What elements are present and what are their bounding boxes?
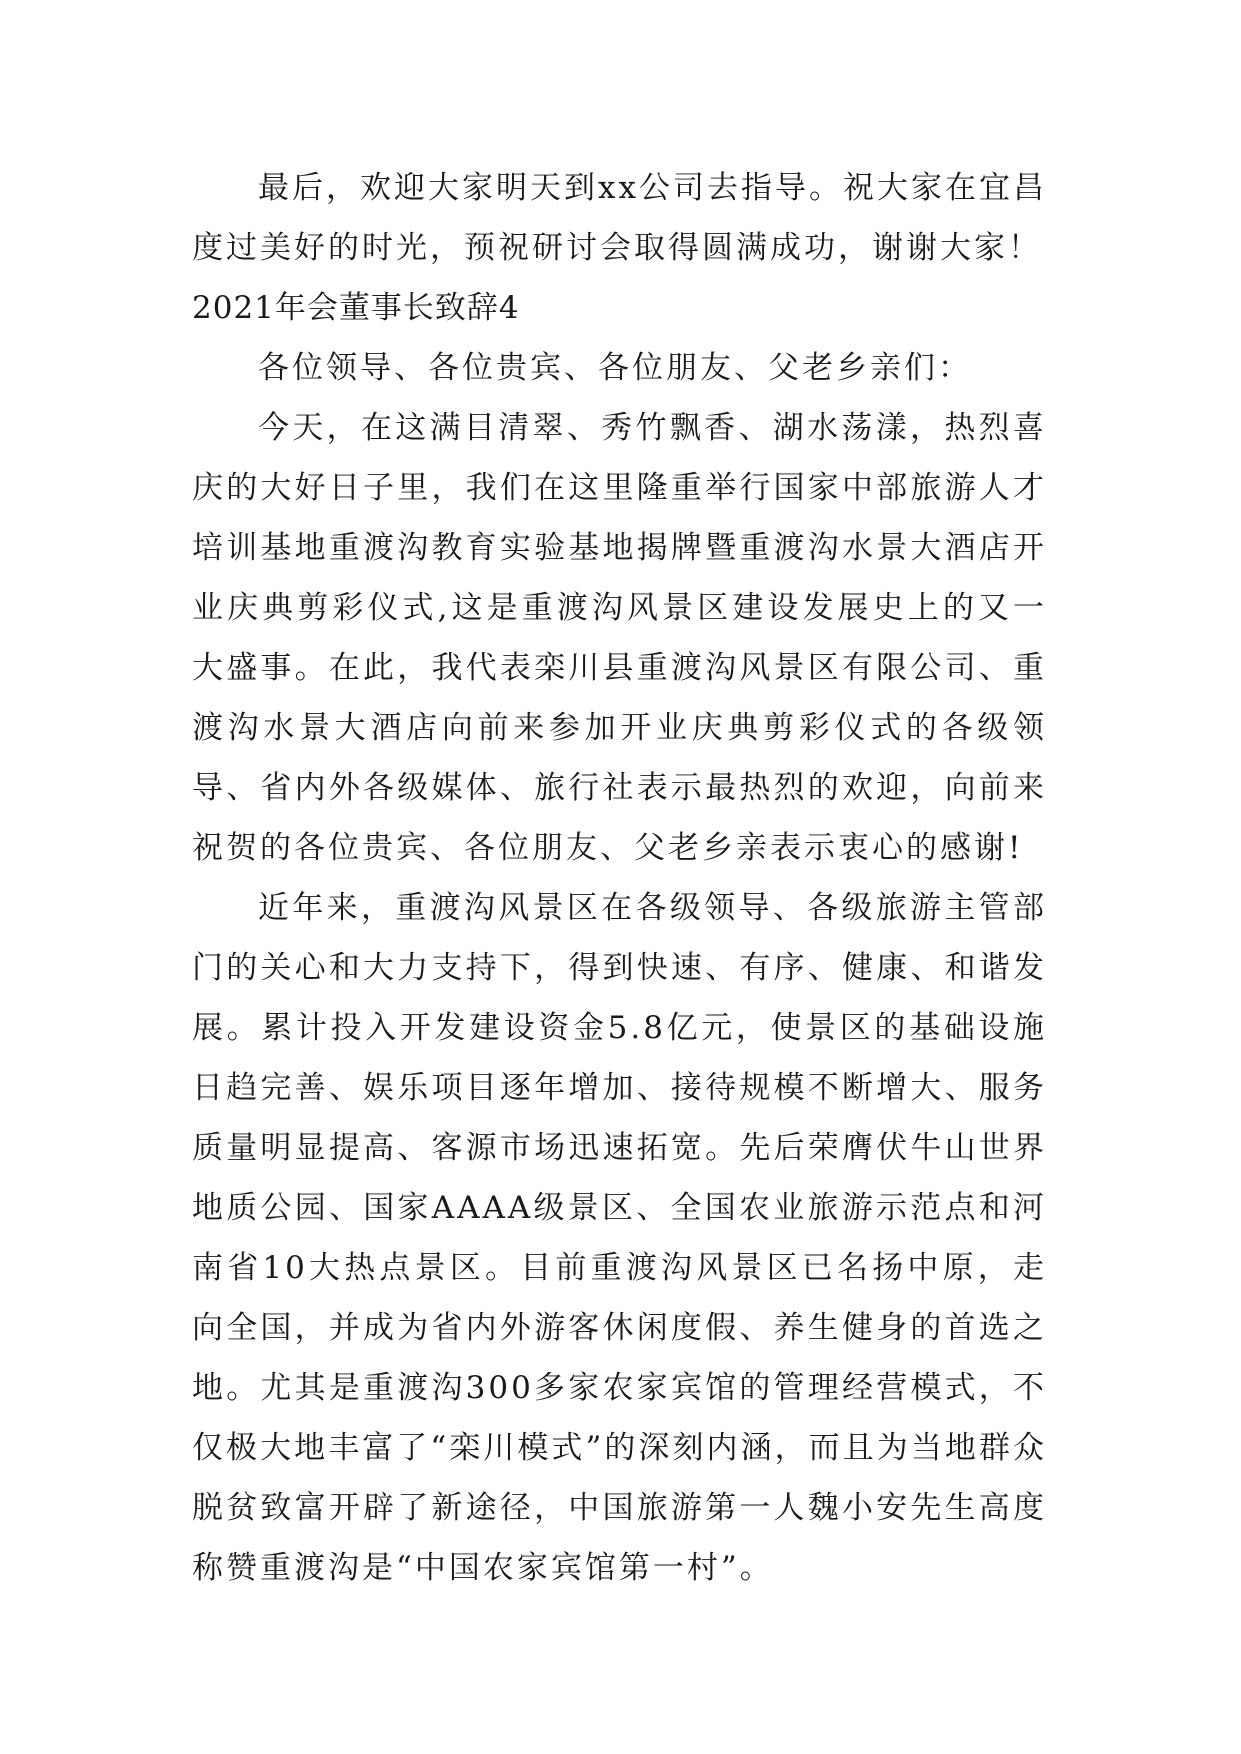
section-heading: 2021年会董事长致辞4 <box>192 290 520 326</box>
development-paragraph: 近年来，重渡沟风景区在各级领导、各级旅游主管部门的关心和大力支持下，得到快速、有序、健康、和谐发展。累计投入开发建设资金5.8亿元，使景区的基础设施日趋完善、娱乐项目逐年增加、接待规模不断增大、服务质量明显提高、客源市场迅速拓宽。先后荣膺伏牛山世界地质公园、国家AAAA级景区、全国农业旅游示范点和河南省10大热点景区。目前重渡沟风景区已名扬中原，走向全国，并成为省内外游客休闲度假、养生健身的首选之地。尤其是重渡沟300多家农家宾馆的管理经营模式，不仅极大地丰富了“栾川模式”的深刻内涵，而且为当地群众脱贫致富开辟了新途径，中国旅游第一人魏小安先生高度称赞重渡沟是“中国农家宾馆第一村”。 <box>192 890 1047 1586</box>
opening-paragraph: 今天，在这满目清翠、秀竹飘香、湖水荡漾，热烈喜庆的大好日子里，我们在这里隆重举行国家中部旅游人才培训基地重渡沟教育实验基地揭牌暨重渡沟水景大酒店开业庆典剪彩仪式,这是重渡沟风景区建设发展史上的又一大盛事。在此，我代表栾川县重渡沟风景区有限公司、重渡沟水景大酒店向前来参加开业庆典剪彩仪式的各级领导、省内外各级媒体、旅行社表示最热烈的欢迎，向前来祝贺的各位贵宾、各位朋友、父老乡亲表示衷心的感谢! <box>192 410 1047 866</box>
salutation-paragraph: 各位领导、各位贵宾、各位朋友、父老乡亲们： <box>258 350 972 386</box>
document-body <box>192 158 1047 1598</box>
closing-paragraph: 最后，欢迎大家明天到xx公司去指导。祝大家在宜昌度过美好的时光，预祝研讨会取得圆满成功，谢谢大家！ <box>192 170 1047 266</box>
